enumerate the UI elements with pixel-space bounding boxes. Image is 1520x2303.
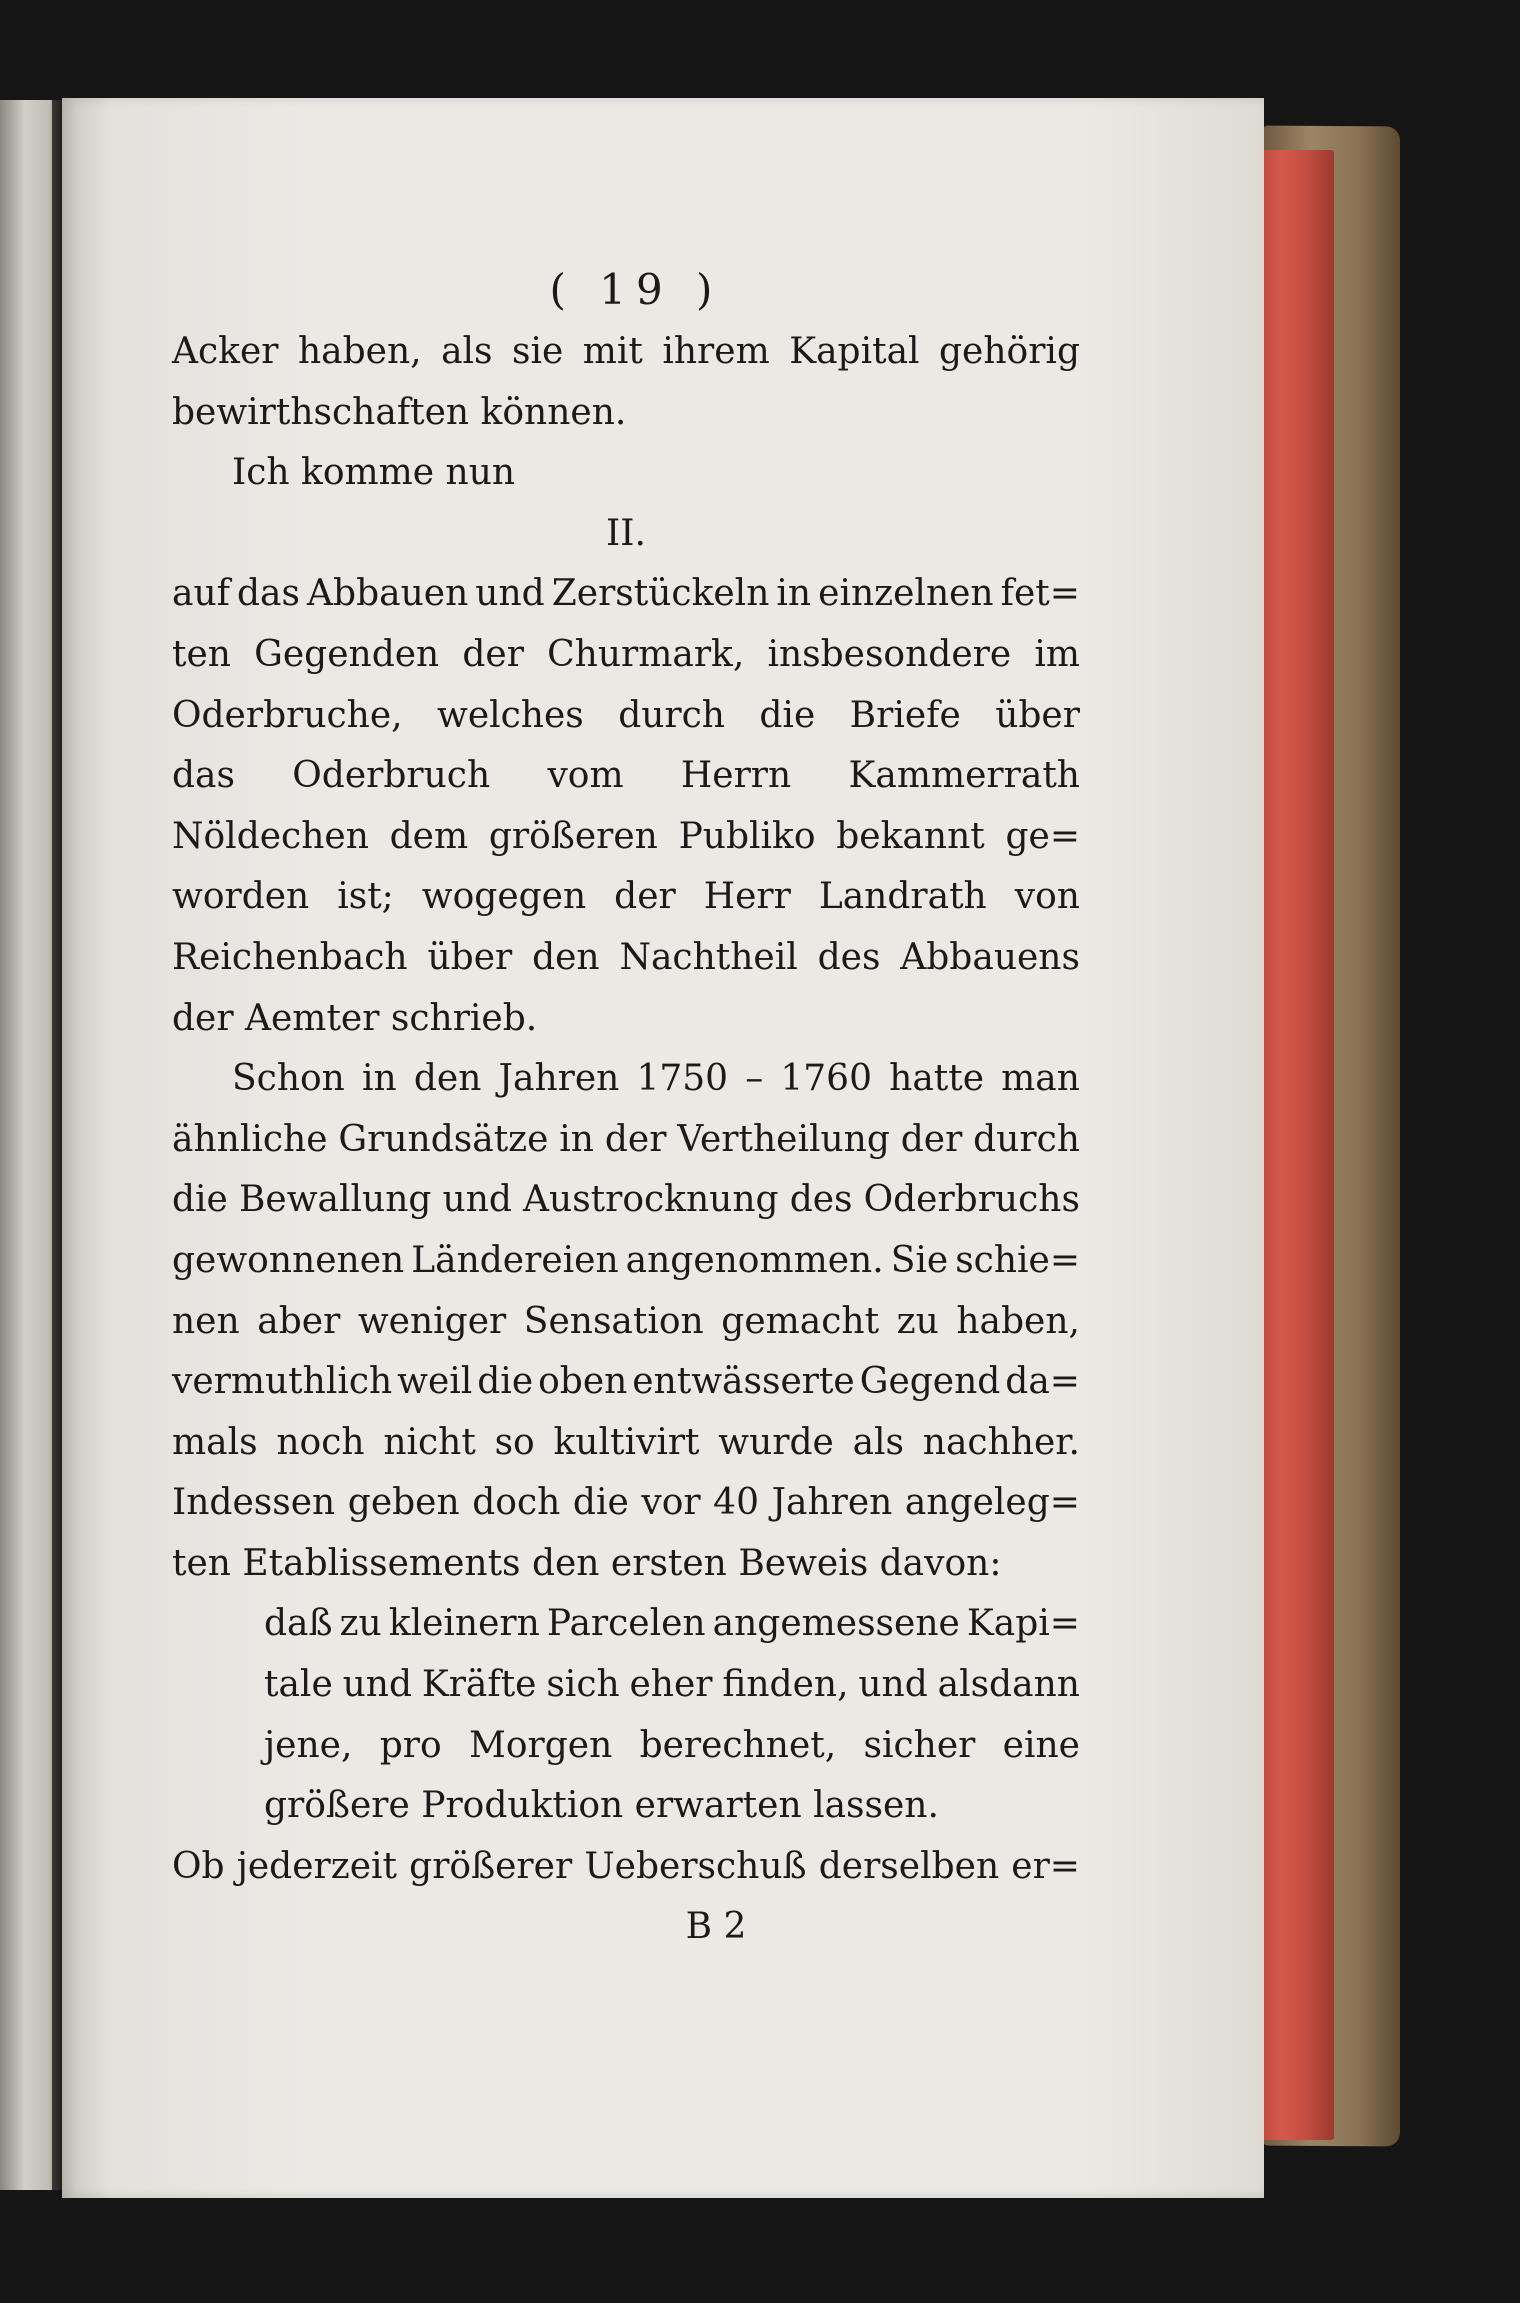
word: Nachtheil [619, 936, 798, 978]
word: angeleg= [904, 1482, 1080, 1524]
word: das [237, 573, 300, 615]
word: Schon [232, 1058, 345, 1100]
word: in [776, 573, 812, 615]
text-line: bewirthschaften können. [172, 391, 627, 433]
word: berechnet, [639, 1724, 837, 1766]
word: und [442, 1179, 512, 1221]
word: die [172, 1179, 228, 1221]
word: noch [276, 1421, 365, 1463]
word: pro [379, 1724, 442, 1766]
page-number: ( 19 ) [549, 265, 723, 314]
word: des [817, 936, 881, 978]
word: eine [1002, 1724, 1080, 1766]
text-line [172, 1231, 1080, 1292]
word: Publiko [678, 815, 816, 857]
word: vor [641, 1482, 701, 1524]
word: der [900, 1118, 963, 1160]
word: Kammerrath [848, 755, 1080, 797]
word: kultivirt [553, 1421, 700, 1463]
text-line [172, 1292, 1080, 1353]
word: Kapi= [966, 1603, 1080, 1645]
word: insbesondere [767, 633, 1012, 675]
word: mals [172, 1421, 258, 1463]
word: Ländereien [411, 1239, 619, 1281]
word: nen [172, 1300, 240, 1342]
word: jederzeit [236, 1845, 397, 1887]
word: Churmark, [547, 633, 745, 675]
text-line [172, 1413, 1080, 1474]
word: gehörig [939, 331, 1080, 372]
red-page-edges [1258, 150, 1334, 2140]
quoted-line [172, 1655, 1080, 1716]
word: Abbauens [900, 936, 1080, 978]
word: Reichenbach [172, 936, 408, 978]
word: hatte [889, 1058, 985, 1100]
word: und [342, 1664, 412, 1706]
word: Bewallung [238, 1179, 432, 1221]
word: alsdann [937, 1664, 1080, 1706]
word: Acker [172, 331, 279, 372]
word: Ueberschuß [584, 1845, 807, 1887]
word: – [745, 1058, 764, 1100]
word: Gegenden [254, 633, 440, 675]
quoted-line [172, 1594, 1080, 1655]
word: jene, [264, 1724, 353, 1766]
word: Oderbruchs [863, 1179, 1080, 1221]
word: Briefe [849, 694, 961, 736]
word: zu [896, 1300, 939, 1342]
word: die [572, 1482, 629, 1524]
word: er= [1011, 1845, 1080, 1887]
word: Nöldechen [172, 815, 369, 857]
text-line [172, 1049, 1080, 1110]
word: Parcelen [546, 1603, 706, 1645]
word: Ob [172, 1845, 225, 1887]
word: zu [339, 1603, 382, 1645]
text-line [172, 1170, 1080, 1231]
text-line: ten Etablissements den ersten Beweis davon: [172, 1542, 1002, 1584]
word: fet= [1000, 573, 1080, 615]
word: die [759, 694, 816, 736]
word: Herr [703, 876, 791, 918]
word: finden, [722, 1664, 849, 1706]
word: ihrem [662, 331, 770, 372]
word: so [494, 1421, 535, 1463]
word: größeren [488, 815, 658, 857]
signature-mark: B 2 [685, 1906, 747, 1948]
word: weniger [357, 1300, 507, 1342]
word: im [1034, 633, 1080, 675]
text-line [172, 807, 1080, 868]
word: worden [172, 876, 310, 918]
text-line [172, 746, 1080, 807]
word: 40 [713, 1482, 759, 1524]
word: wurde [718, 1421, 834, 1463]
word: nachher. [922, 1421, 1080, 1463]
word: sicher [863, 1724, 976, 1766]
text-line [172, 625, 1080, 686]
word: Abbauen [307, 573, 469, 615]
word: daß [264, 1603, 333, 1645]
word: Oderbruch [292, 755, 491, 797]
word: ähnliche [172, 1118, 328, 1160]
word: des [789, 1179, 853, 1221]
word: tale [264, 1664, 333, 1706]
word: geben [347, 1482, 460, 1524]
word: dem [389, 815, 469, 857]
word: Grundsätze [338, 1118, 549, 1160]
word: ist; [337, 876, 394, 918]
word: Gegend [859, 1361, 1001, 1403]
section-heading: II. [606, 512, 646, 554]
word: kleinern [388, 1603, 540, 1645]
word: nicht [383, 1421, 476, 1463]
word: eher [629, 1664, 713, 1706]
word: Kräfte [421, 1664, 537, 1706]
word: Morgen [468, 1724, 613, 1766]
word: 1750 [636, 1058, 729, 1100]
word: Sie [890, 1239, 949, 1281]
word: von [1014, 876, 1080, 918]
word: als [852, 1421, 905, 1463]
text-line [172, 1352, 1080, 1413]
text-line [172, 1110, 1080, 1171]
word: durch [973, 1118, 1080, 1160]
word: vermuthlich [172, 1361, 393, 1403]
word: als [441, 331, 493, 372]
quoted-line [172, 1716, 1080, 1777]
word: über [995, 694, 1080, 736]
word: Kapital [789, 331, 920, 372]
word: der [462, 633, 524, 675]
word: weil [397, 1361, 473, 1403]
text-line: der Aemter schrieb. [172, 997, 538, 1039]
word: bekannt [836, 815, 985, 857]
word: das [172, 755, 235, 797]
word: vom [547, 755, 624, 797]
word: Austrocknung [523, 1179, 779, 1221]
word: der [614, 876, 676, 918]
word: Jahren [498, 1058, 620, 1100]
quoted-line: größere Produktion erwarten lassen. [264, 1785, 939, 1827]
word: Vertheilung [677, 1118, 890, 1160]
word: Oderbruche, [172, 694, 403, 736]
word: den [413, 1058, 482, 1100]
word: ge= [1005, 815, 1080, 857]
word: den [532, 936, 600, 978]
word: ten [172, 633, 231, 675]
word: Zerstückeln [551, 573, 770, 615]
text-line [172, 1473, 1080, 1534]
text-line [172, 686, 1080, 747]
text-line: Ich komme nun [232, 452, 516, 494]
word: angenommen. [625, 1239, 884, 1281]
word: durch [618, 694, 725, 736]
word: Herrn [680, 755, 792, 797]
word: auf [172, 573, 230, 615]
word: über [427, 936, 513, 978]
word: Indessen [172, 1482, 336, 1524]
word: Sensation [523, 1300, 704, 1342]
word: Jahren [771, 1482, 893, 1524]
word: mit [582, 331, 643, 372]
word: Landrath [818, 876, 987, 918]
word: doch [472, 1482, 561, 1524]
word: schie= [955, 1239, 1080, 1281]
page-text [172, 258, 1080, 1958]
word: da= [1005, 1361, 1080, 1403]
word: welches [437, 694, 584, 736]
text-line [172, 322, 1080, 383]
word: die [477, 1361, 534, 1403]
word: in [362, 1058, 397, 1100]
word: in [559, 1118, 594, 1160]
word: oben [538, 1361, 628, 1403]
text-line [172, 867, 1080, 928]
word: entwässerte [632, 1361, 855, 1403]
word: sie [512, 331, 564, 372]
word: gemacht [721, 1300, 880, 1342]
word: größerer [409, 1845, 573, 1887]
word: derselben [818, 1845, 1000, 1887]
text-line [172, 928, 1080, 989]
word: und [475, 573, 545, 615]
word: wogegen [421, 876, 587, 918]
word: 1760 [780, 1058, 872, 1100]
word: und [858, 1664, 928, 1706]
word: man [1001, 1058, 1080, 1100]
word: haben, [297, 331, 422, 372]
word: angemessene [712, 1603, 960, 1645]
word: sich [546, 1664, 620, 1706]
text-line [172, 1837, 1080, 1898]
word: haben, [956, 1300, 1080, 1342]
word: gewonnenen [172, 1239, 405, 1281]
word: der [604, 1118, 667, 1160]
word: aber [257, 1300, 341, 1342]
word: einzelnen [818, 573, 994, 615]
text-line [172, 564, 1080, 625]
